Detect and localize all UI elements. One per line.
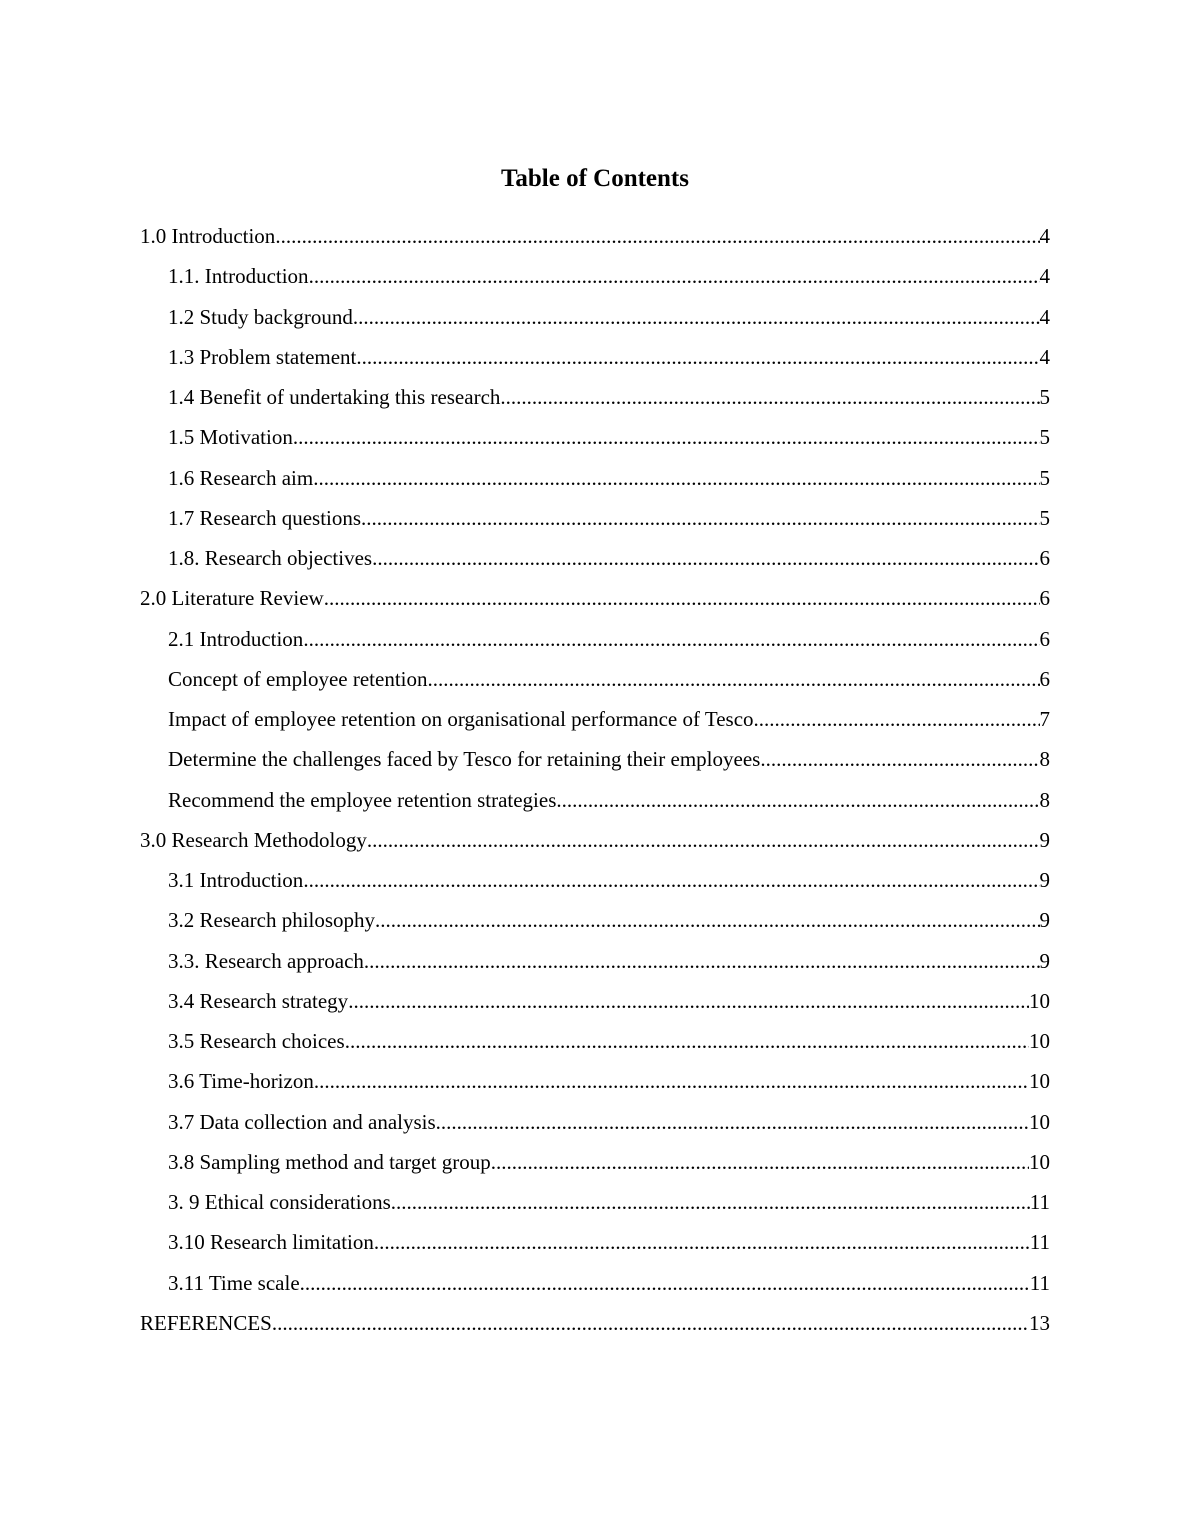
toc-entry-label: 3.11 Time scale — [168, 1270, 300, 1295]
toc-entry[interactable] — [140, 544, 1050, 584]
toc-entry[interactable] — [140, 222, 1050, 262]
toc-entry-page-number: 10 — [1029, 1109, 1050, 1134]
toc-dot-leader — [391, 1188, 1030, 1216]
toc-entry-page-number: 6 — [1039, 666, 1050, 691]
toc-dot-leader — [372, 544, 1039, 572]
toc-entry-page-number: 8 — [1039, 787, 1050, 812]
toc-entry-label: Concept of employee retention — [168, 666, 428, 691]
toc-entry[interactable] — [140, 423, 1050, 463]
toc-entry-page-number: 8 — [1039, 747, 1050, 772]
toc-entry-label: 1.0 Introduction — [140, 224, 276, 248]
toc-dot-leader — [324, 584, 1040, 612]
toc-entry-label: 3.0 Research Methodology — [140, 827, 367, 852]
toc-dot-leader — [428, 665, 1040, 693]
toc-entry-label: 3.4 Research strategy — [168, 988, 349, 1013]
toc-entry-label: 3.2 Research philosophy — [168, 908, 376, 933]
toc-entry-page-number: 9 — [1039, 948, 1050, 973]
toc-dot-leader — [500, 383, 1039, 411]
toc-entry[interactable] — [140, 1148, 1050, 1188]
toc-entry[interactable] — [140, 464, 1050, 504]
toc-entry-label: 1.5 Motivation — [168, 425, 293, 450]
toc-entry-label: 3.7 Data collection and analysis — [168, 1109, 436, 1134]
toc-entry[interactable] — [140, 906, 1050, 946]
toc-entry[interactable] — [140, 1067, 1050, 1107]
toc-dot-leader — [367, 826, 1040, 854]
toc-entry[interactable] — [140, 343, 1050, 383]
toc-entry-label: Recommend the employee retention strategies — [168, 787, 557, 812]
toc-dot-leader — [313, 464, 1039, 492]
toc-entry-label: 1.8. Research objectives — [168, 546, 373, 570]
toc-entry-label: REFERENCES — [140, 1310, 272, 1335]
toc-entry-page-number: 5 — [1039, 385, 1050, 409]
toc-dot-leader — [760, 745, 1039, 773]
toc-dot-leader — [364, 947, 1040, 975]
toc-entry-page-number: 4 — [1039, 304, 1050, 329]
toc-dot-leader — [353, 303, 1040, 331]
toc-entry-label: 1.3 Problem statement — [168, 344, 357, 369]
toc-entry-label: 1.4 Benefit of undertaking this research — [168, 385, 501, 409]
toc-entry-label: 3.6 Time-horizon — [168, 1069, 314, 1094]
toc-entry-page-number: 10 — [1029, 1149, 1050, 1174]
toc-entry-label: 3.1 Introduction — [168, 868, 304, 892]
toc-entry-page-number: 5 — [1039, 465, 1050, 490]
toc-entry[interactable] — [140, 262, 1050, 302]
toc-entry[interactable] — [140, 625, 1050, 665]
toc-entry[interactable] — [140, 383, 1050, 423]
toc-entry-page-number: 10 — [1029, 988, 1050, 1013]
toc-dot-leader — [314, 1067, 1029, 1095]
toc-entry-page-number: 9 — [1039, 868, 1050, 892]
toc-entry-label: 1.1. Introduction — [168, 264, 309, 289]
toc-dot-leader — [275, 222, 1039, 250]
toc-entry[interactable] — [140, 1228, 1050, 1268]
toc-entry-page-number: 6 — [1039, 586, 1050, 611]
toc-entry-page-number: 5 — [1039, 425, 1050, 450]
toc-entry-label: 2.1 Introduction — [168, 626, 304, 651]
toc-entry-page-number: 10 — [1029, 1069, 1050, 1094]
toc-entry-page-number: 11 — [1029, 1190, 1050, 1214]
toc-dot-leader — [491, 1148, 1029, 1176]
toc-entry[interactable] — [140, 1269, 1050, 1309]
toc-dot-leader — [300, 1269, 1030, 1297]
toc-entry-page-number: 11 — [1029, 1230, 1050, 1255]
toc-entry-page-number: 4 — [1039, 344, 1050, 369]
toc-entry-label: 3. 9 Ethical considerations — [168, 1190, 391, 1214]
toc-entry-page-number: 4 — [1039, 224, 1050, 248]
toc-entry-page-number: 9 — [1039, 908, 1050, 933]
toc-entry[interactable] — [140, 745, 1050, 785]
toc-entry[interactable] — [140, 504, 1050, 544]
toc-dot-leader — [293, 423, 1040, 451]
toc-entry-page-number: 7 — [1039, 707, 1050, 731]
toc-entry[interactable] — [140, 987, 1050, 1027]
toc-dot-leader — [303, 625, 1039, 653]
toc-entry-label: 3.3. Research approach — [168, 948, 364, 973]
toc-dot-leader — [556, 786, 1039, 814]
toc-entry-page-number: 13 — [1029, 1310, 1050, 1335]
toc-entry[interactable] — [140, 866, 1050, 906]
toc-entry[interactable] — [140, 705, 1050, 745]
toc-dot-leader — [356, 343, 1039, 371]
toc-title: Table of Contents — [501, 165, 689, 192]
toc-entry-label: 1.6 Research aim — [168, 465, 314, 490]
toc-list — [140, 222, 1050, 1349]
toc-entry-page-number: 4 — [1039, 264, 1050, 289]
toc-entry-page-number: 10 — [1029, 1029, 1050, 1053]
toc-entry-label: 2.0 Literature Review — [140, 586, 324, 611]
toc-entry[interactable] — [140, 826, 1050, 866]
toc-entry-label: Impact of employee retention on organisational performance of Tesco — [168, 707, 754, 731]
toc-entry[interactable] — [140, 1108, 1050, 1148]
toc-entry[interactable] — [140, 786, 1050, 826]
toc-dot-leader — [309, 262, 1040, 290]
toc-entry[interactable] — [140, 584, 1050, 624]
toc-entry-page-number: 5 — [1039, 505, 1050, 530]
toc-entry[interactable] — [140, 665, 1050, 705]
toc-entry[interactable] — [140, 1309, 1050, 1349]
toc-entry-page-number: 6 — [1039, 546, 1050, 570]
toc-entry[interactable] — [140, 1027, 1050, 1067]
toc-entry-page-number: 11 — [1029, 1270, 1050, 1295]
toc-entry-label: Determine the challenges faced by Tesco for retaining their employees — [168, 747, 761, 772]
toc-dot-leader — [348, 987, 1029, 1015]
toc-entry-label: 1.2 Study background — [168, 304, 353, 329]
toc-entry-label: 3.8 Sampling method and target group — [168, 1149, 491, 1174]
toc-dot-leader — [375, 906, 1039, 934]
toc-dot-leader — [436, 1108, 1029, 1136]
toc-dot-leader — [303, 866, 1039, 894]
toc-dot-leader — [374, 1228, 1030, 1256]
toc-entry[interactable] — [140, 1188, 1050, 1228]
toc-entry-label: 3.5 Research choices — [168, 1029, 345, 1053]
toc-entry-label: 3.10 Research limitation — [168, 1230, 374, 1255]
toc-dot-leader — [345, 1027, 1029, 1055]
toc-entry-label: 1.7 Research questions — [168, 505, 362, 530]
toc-dot-leader — [361, 504, 1039, 532]
toc-entry[interactable] — [140, 303, 1050, 343]
toc-dot-leader — [272, 1309, 1029, 1337]
toc-dot-leader — [754, 705, 1040, 733]
toc-entry-page-number: 6 — [1039, 626, 1050, 651]
toc-entry[interactable] — [140, 947, 1050, 987]
toc-entry-page-number: 9 — [1039, 827, 1050, 852]
